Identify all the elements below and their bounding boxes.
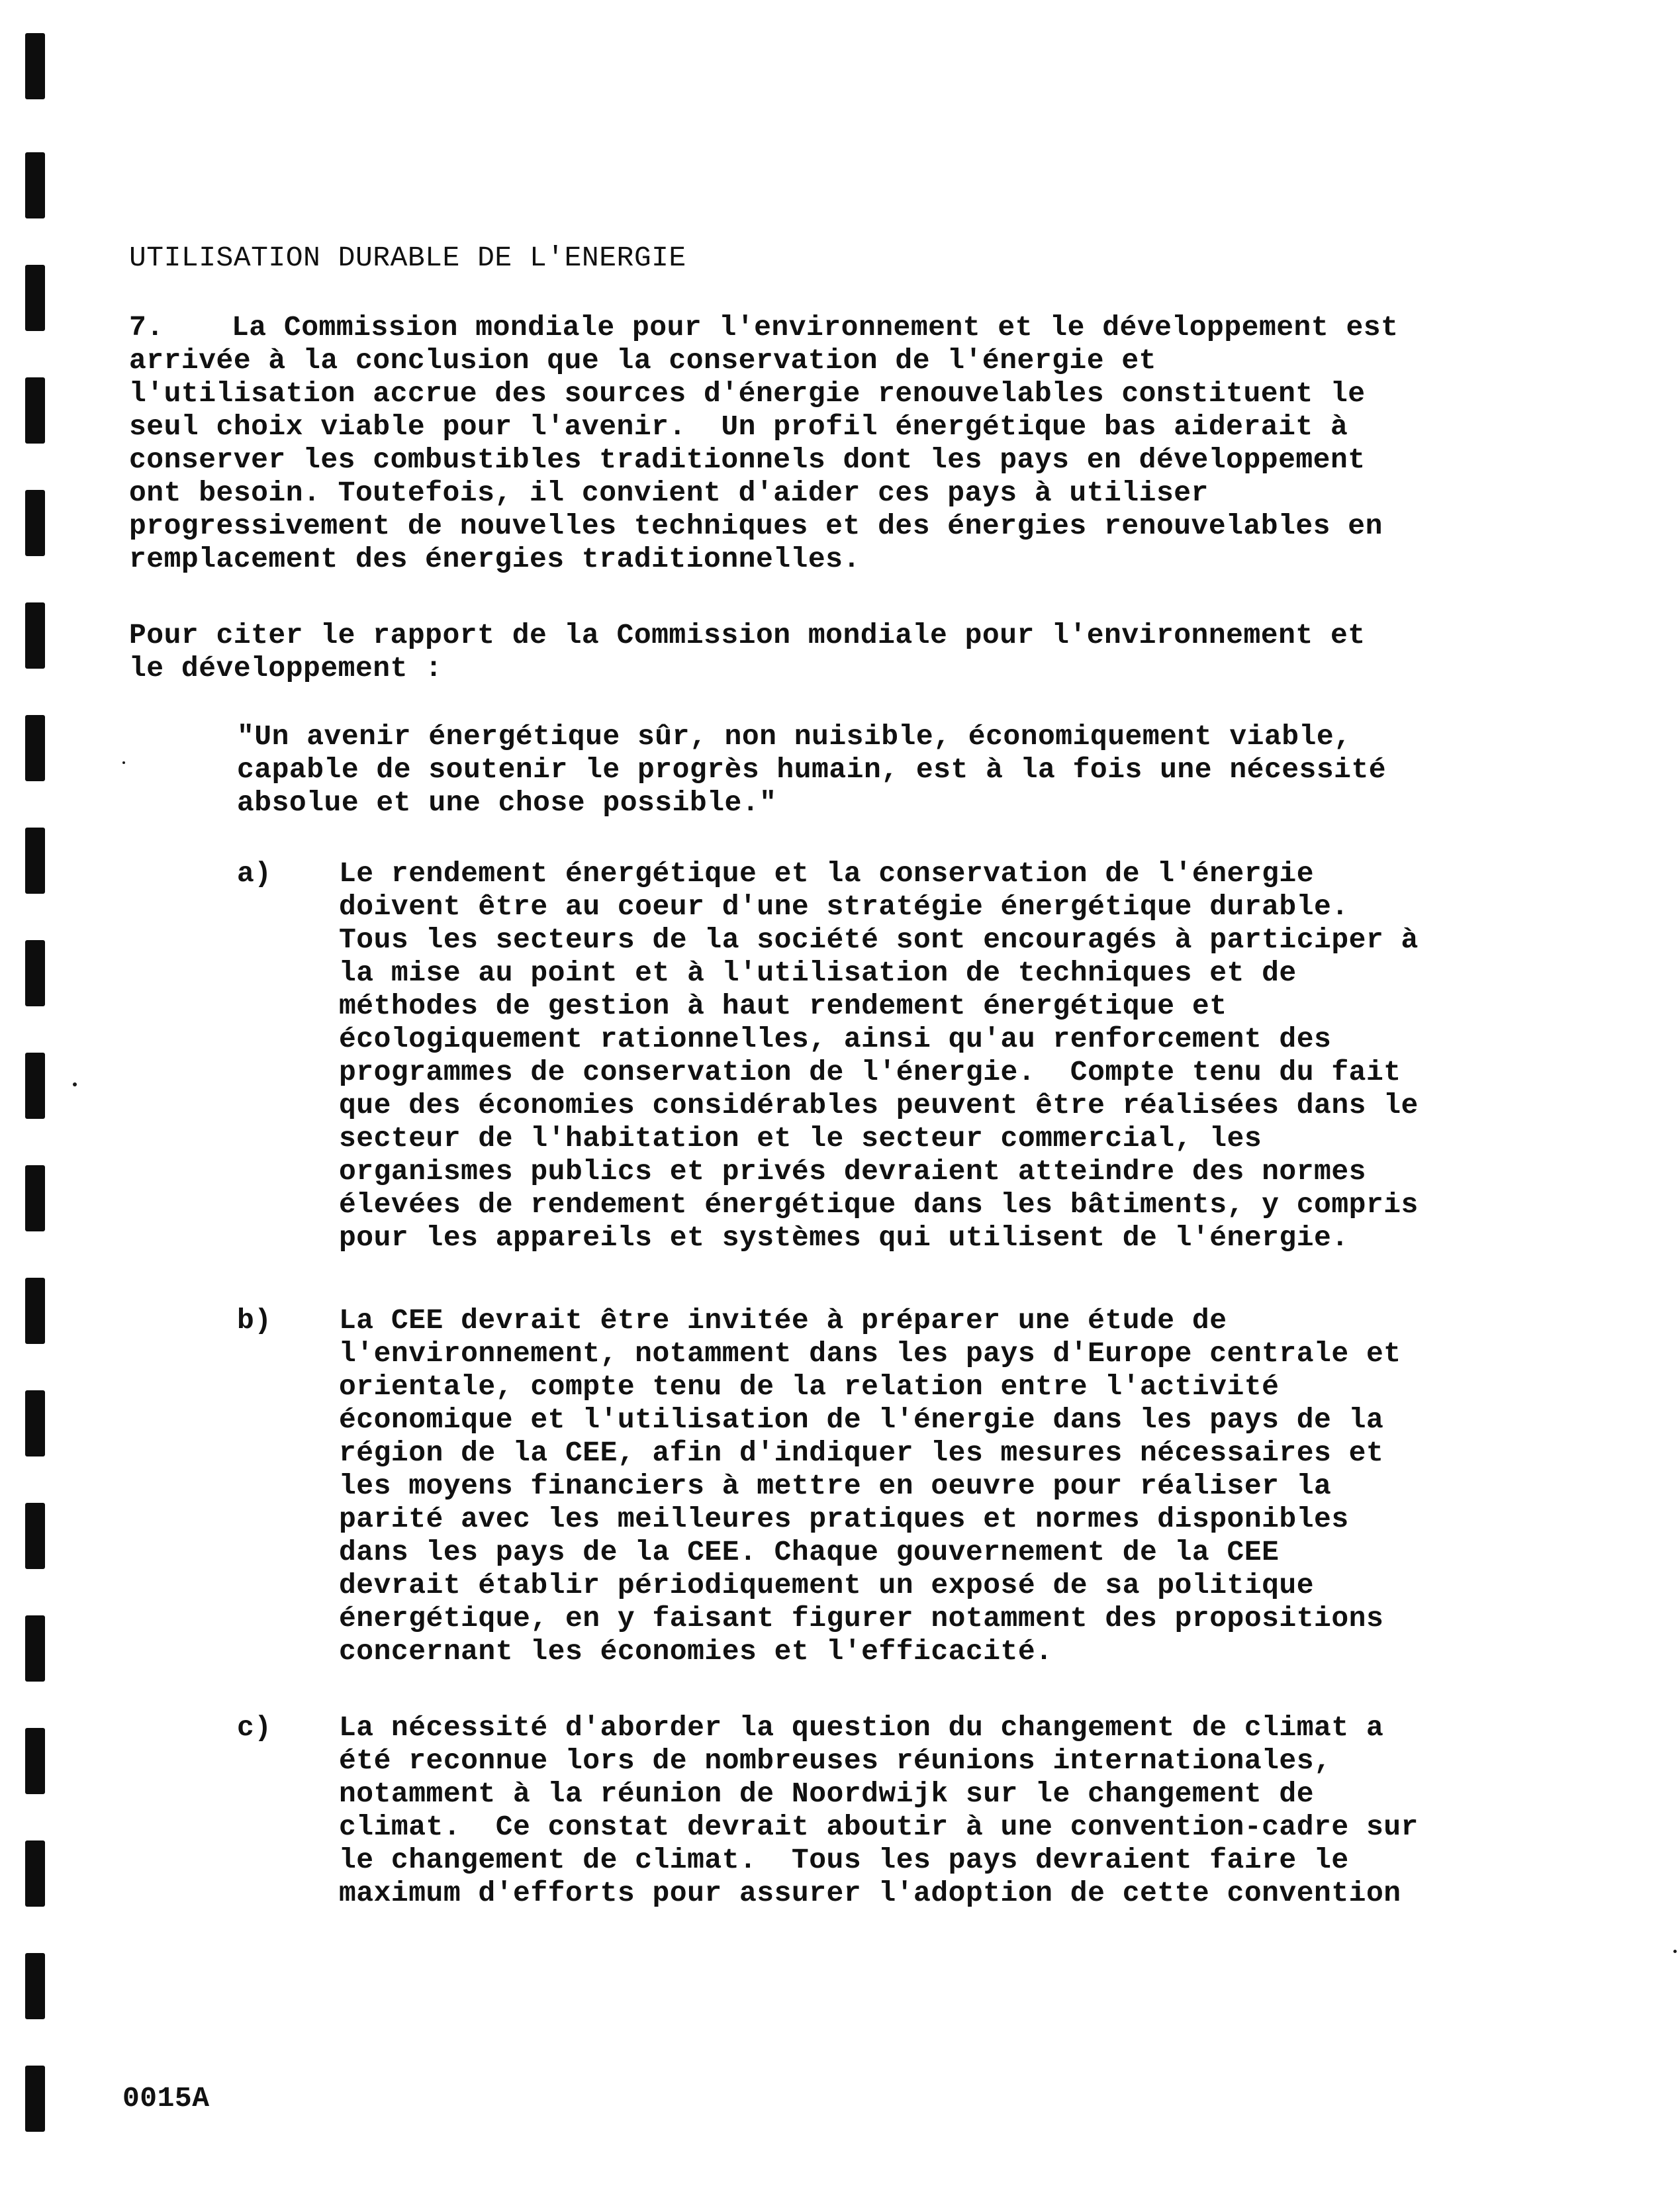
margin-bar (25, 1278, 45, 1344)
item-line: région de la CEE, afin d'indiquer les mesures nécessaires et (339, 1437, 1384, 1469)
margin-bar (25, 1615, 45, 1682)
margin-bar (25, 490, 45, 556)
intro-line: le développement : (129, 652, 443, 685)
quote-line: "Un avenir énergétique sûr, non nuisible, économiquement viable, (237, 720, 1352, 753)
document-code: 0015A (122, 2082, 210, 2115)
margin-bar (25, 1840, 45, 1907)
item-line: énergétique, en y faisant figurer notamment des propositions (339, 1602, 1384, 1635)
item-line: climat. Ce constat devrait aboutir à une convention-cadre sur (339, 1811, 1419, 1843)
margin-bar (25, 828, 45, 894)
item-line: dans les pays de la CEE. Chaque gouvernement de la CEE (339, 1536, 1280, 1568)
margin-bar (25, 1728, 45, 1794)
margin-bar (25, 940, 45, 1006)
paragraph-line: l'utilisation accrue des sources d'énergie renouvelables constituent le (129, 377, 1366, 410)
item-line: que des économies considérables peuvent être réalisées dans le (339, 1089, 1419, 1122)
margin-bar (25, 602, 45, 669)
margin-bar (25, 715, 45, 781)
item-line: La nécessité d'aborder la question du changement de climat a (339, 1711, 1384, 1744)
margin-bar (25, 265, 45, 331)
item-line: l'environnement, notamment dans les pays d'Europe centrale et (339, 1337, 1401, 1370)
margin-bar (25, 2066, 45, 2132)
scan-speck (122, 761, 125, 764)
item-line: orientale, compte tenu de la relation entre l'activité (339, 1370, 1280, 1403)
quote-line: absolue et une chose possible." (237, 787, 777, 819)
margin-bar (25, 1390, 45, 1456)
item-line: organismes publics et privés devraient atteindre des normes (339, 1155, 1366, 1188)
paragraph-line: progressivement de nouvelles techniques et des énergies renouvelables en (129, 510, 1383, 542)
margin-bar (25, 1053, 45, 1119)
item-label: b) (237, 1304, 272, 1337)
item-line: parité avec les meilleures pratiques et normes disponibles (339, 1503, 1349, 1535)
margin-bar (25, 1165, 45, 1231)
quote-line: capable de soutenir le progrès humain, est à la fois une nécessité (237, 753, 1387, 786)
margin-bar (25, 152, 45, 218)
margin-bar (25, 377, 45, 444)
section-heading: UTILISATION DURABLE DE L'ENERGIE (129, 242, 686, 274)
item-line: secteur de l'habitation et le secteur commercial, les (339, 1122, 1262, 1155)
margin-bar (25, 1953, 45, 2019)
scan-speck (1673, 1950, 1677, 1953)
item-line: été reconnue lors de nombreuses réunions internationales, (339, 1744, 1332, 1777)
item-line: programmes de conservation de l'énergie. Compte tenu du fait (339, 1056, 1401, 1088)
paragraph-line: arrivée à la conclusion que la conservation de l'énergie et (129, 344, 1156, 377)
item-line: concernant les économies et l'efficacité. (339, 1635, 1053, 1668)
item-line: maximum d'efforts pour assurer l'adoption de cette convention (339, 1877, 1401, 1909)
margin-bar (25, 1503, 45, 1569)
scan-speck (73, 1082, 77, 1086)
item-label: a) (237, 857, 272, 890)
item-line: élevées de rendement énergétique dans les bâtiments, y compris (339, 1188, 1419, 1221)
item-line: Le rendement énergétique et la conservation de l'énergie (339, 857, 1315, 890)
item-line: doivent être au coeur d'une stratégie énergétique durable. (339, 890, 1349, 923)
paragraph-line: La Commission mondiale pour l'environnement et le développement est (232, 311, 1399, 344)
item-line: pour les appareils et systèmes qui utilisent de l'énergie. (339, 1221, 1349, 1254)
item-line: Tous les secteurs de la société sont encouragés à participer à (339, 924, 1419, 956)
paragraph-line: seul choix viable pour l'avenir. Un profil énergétique bas aiderait à (129, 410, 1348, 443)
item-line: écologiquement rationnelles, ainsi qu'au renforcement des (339, 1023, 1332, 1055)
paragraph-number: 7. (129, 311, 164, 344)
paragraph-line: conserver les combustibles traditionnels dont les pays en développement (129, 444, 1366, 476)
item-line: La CEE devrait être invitée à préparer une étude de (339, 1304, 1227, 1337)
item-line: notamment à la réunion de Noordwijk sur le changement de (339, 1778, 1315, 1810)
item-label: c) (237, 1711, 272, 1744)
item-line: économique et l'utilisation de l'énergie dans les pays de la (339, 1404, 1384, 1436)
margin-bar (25, 33, 45, 99)
item-line: les moyens financiers à mettre en oeuvre pour réaliser la (339, 1470, 1332, 1502)
item-line: devrait établir périodiquement un exposé de sa politique (339, 1569, 1315, 1601)
paragraph-line: ont besoin. Toutefois, il convient d'aider ces pays à utiliser (129, 477, 1209, 509)
item-line: la mise au point et à l'utilisation de techniques et de (339, 957, 1297, 989)
paragraph-line: remplacement des énergies traditionnelles. (129, 543, 861, 575)
intro-line: Pour citer le rapport de la Commission mondiale pour l'environnement et (129, 619, 1366, 651)
item-line: le changement de climat. Tous les pays devraient faire le (339, 1844, 1349, 1876)
item-line: méthodes de gestion à haut rendement énergétique et (339, 990, 1227, 1022)
